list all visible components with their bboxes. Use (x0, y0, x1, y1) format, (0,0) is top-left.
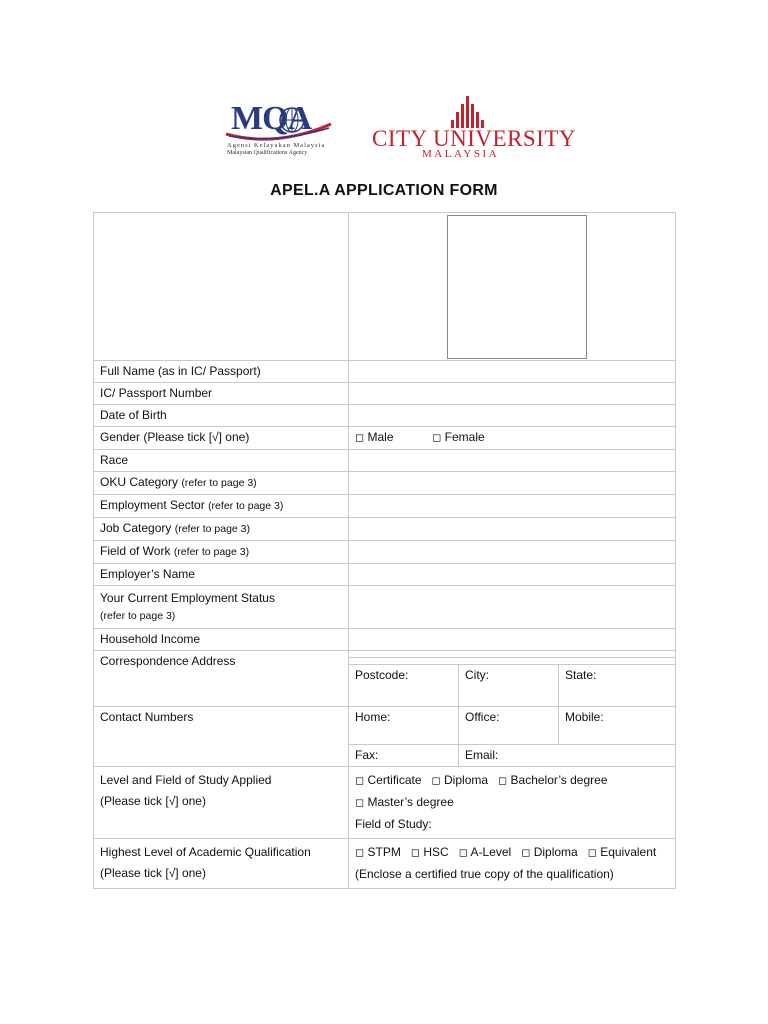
row-oku (94, 472, 676, 495)
city-university-wordmark: CITY UNIVERSITY (372, 126, 577, 151)
highest-qualification-options (349, 839, 676, 889)
input-oku[interactable] (349, 472, 676, 495)
female-checkbox[interactable]: ◻ (432, 432, 442, 444)
mqa-subtitle-english: Malaysian Qualifications Agency (227, 150, 308, 156)
row-employer (94, 564, 676, 586)
home-cell[interactable]: Home: (349, 707, 459, 745)
bachelor-label: Bachelor’s degree (510, 773, 608, 787)
label-address: Correspondence Address (94, 651, 349, 707)
input-address-line-1[interactable] (349, 651, 676, 658)
label-dob: Date of Birth (94, 405, 349, 427)
diploma2-checkbox[interactable]: ◻ (521, 847, 531, 859)
label-job-text: Job Category (100, 521, 172, 535)
hsc-label: HSC (423, 845, 449, 859)
label-sector (94, 495, 349, 518)
label-gender: Gender (Please tick [√] one) (94, 427, 349, 450)
city-university-country: MALAYSIA (422, 148, 500, 160)
level-applied-options (349, 767, 676, 839)
logos-header (0, 90, 768, 170)
label-highest-qualification (94, 839, 349, 889)
label-ic: IC/ Passport Number (94, 383, 349, 405)
row-field-work (94, 541, 676, 564)
row-level-applied (94, 767, 676, 839)
mqa-wordmark: MQA (231, 100, 312, 137)
alevel-label: A-Level (470, 845, 512, 859)
row-highest-qualification (94, 839, 676, 889)
label-contact: Contact Numbers (94, 707, 349, 767)
fax-cell[interactable]: Fax: (349, 745, 459, 767)
input-address-line-2[interactable] (349, 658, 676, 665)
refer-note: (refer to page 3) (208, 500, 284, 512)
office-cell[interactable]: Office: (459, 707, 559, 745)
master-checkbox[interactable]: ◻ (355, 797, 365, 809)
mqa-subtitle-malay: Agensi Kelayakan Malaysia (227, 142, 326, 149)
input-dob[interactable] (349, 405, 676, 427)
master-label: Master’s degree (367, 795, 454, 809)
application-form-table (93, 212, 676, 889)
label-oku (94, 472, 349, 495)
row-employment-status (94, 586, 676, 629)
stpm-label: STPM (367, 845, 401, 859)
male-label: Male (367, 430, 394, 444)
input-income[interactable] (349, 629, 676, 651)
photo-box[interactable] (447, 215, 587, 359)
tick-one-note: (Please tick [√] one) (100, 866, 206, 880)
label-job (94, 518, 349, 541)
input-ic[interactable] (349, 383, 676, 405)
blank-cell (94, 213, 349, 361)
label-highest-text: Highest Level of Academic Qualification (100, 845, 311, 859)
label-level-applied-text: Level and Field of Study Applied (100, 773, 272, 787)
refer-note: (refer to page 3) (181, 477, 257, 489)
input-full-name[interactable] (349, 361, 676, 383)
input-field-work[interactable] (349, 541, 676, 564)
row-gender (94, 427, 676, 450)
label-employment-status (94, 586, 349, 629)
label-oku-text: OKU Category (100, 475, 179, 489)
postcode-cell[interactable]: Postcode: (349, 665, 459, 707)
row-ic (94, 383, 676, 405)
equivalent-checkbox[interactable]: ◻ (587, 847, 597, 859)
mobile-cell[interactable]: Mobile: (559, 707, 676, 745)
gender-options (349, 427, 676, 450)
refer-note: (refer to page 3) (100, 610, 176, 622)
certificate-label: Certificate (367, 773, 422, 787)
city-university-logo (370, 90, 577, 165)
label-field-work-text: Field of Work (100, 544, 171, 558)
email-cell[interactable]: Email: (459, 745, 676, 767)
label-field-work (94, 541, 349, 564)
bachelor-checkbox[interactable]: ◻ (498, 775, 508, 787)
female-label: Female (444, 430, 485, 444)
label-sector-text: Employment Sector (100, 498, 205, 512)
input-job[interactable] (349, 518, 676, 541)
input-employment-status[interactable] (349, 586, 676, 629)
row-address-1 (94, 651, 676, 658)
enclose-note: (Enclose a certified true copy of the qualification) (355, 867, 614, 881)
refer-note: (refer to page 3) (173, 546, 250, 558)
input-employer[interactable] (349, 564, 676, 586)
row-sector (94, 495, 676, 518)
photo-row (94, 213, 676, 361)
city-cell[interactable]: City: (459, 665, 559, 707)
diploma2-label: Diploma (533, 845, 578, 859)
label-race: Race (94, 450, 349, 472)
label-employer: Employer’s Name (94, 564, 349, 586)
form-title: APEL.A APPLICATION FORM (270, 182, 498, 199)
row-income (94, 629, 676, 651)
alevel-checkbox[interactable]: ◻ (458, 847, 468, 859)
label-income: Household Income (94, 629, 349, 651)
refer-note: (refer to page 3) (174, 523, 251, 535)
field-of-study-label: Field of Study: (355, 817, 432, 831)
certificate-checkbox[interactable]: ◻ (355, 775, 365, 787)
row-contact-1 (94, 707, 676, 745)
row-race (94, 450, 676, 472)
row-dob (94, 405, 676, 427)
input-sector[interactable] (349, 495, 676, 518)
diploma-checkbox[interactable]: ◻ (431, 775, 441, 787)
label-full-name: Full Name (as in IC/ Passport) (94, 361, 349, 383)
label-level-applied (94, 767, 349, 839)
label-employment-status-text: Your Current Employment Status (100, 591, 275, 605)
row-job (94, 518, 676, 541)
mqa-logo (221, 100, 336, 160)
tower-icon (450, 94, 490, 130)
male-checkbox[interactable]: ◻ (355, 432, 365, 444)
row-full-name (94, 361, 676, 383)
state-cell[interactable]: State: (559, 665, 676, 707)
stpm-checkbox[interactable]: ◻ (355, 847, 365, 859)
input-race[interactable] (349, 450, 676, 472)
hsc-checkbox[interactable]: ◻ (410, 847, 420, 859)
diploma-label: Diploma (444, 773, 489, 787)
tick-one-note: (Please tick [√] one) (100, 794, 206, 808)
equivalent-label: Equivalent (600, 845, 657, 859)
